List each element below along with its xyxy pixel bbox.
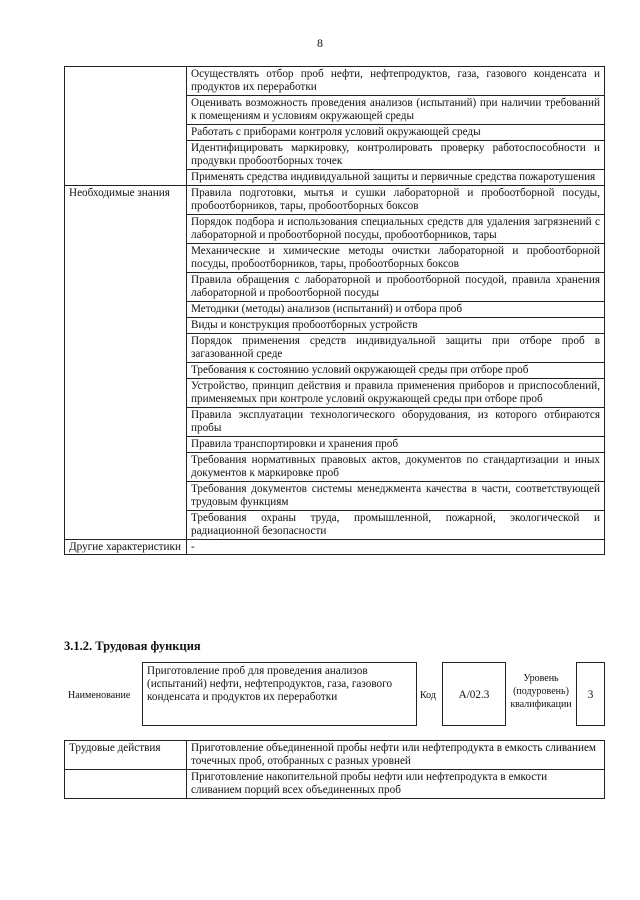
section-title: 3.1.2. Трудовая функция — [64, 639, 201, 653]
row-label — [65, 95, 187, 124]
name-label: Наименование — [68, 690, 131, 701]
table-row — [65, 95, 605, 124]
row-label — [65, 452, 187, 481]
table-row — [65, 317, 605, 333]
row-text: Методики (методы) анализов (испытаний) и отбора проб — [187, 301, 605, 317]
table-row — [65, 362, 605, 378]
row-label — [65, 407, 187, 436]
row-text: - — [187, 539, 605, 555]
table-row — [65, 169, 605, 185]
action-text: Приготовление объединенной пробы нефти или нефтепродукта в емкость сливанием точечных проб, отобранных с разных уровней — [187, 741, 605, 770]
row-text: Оценивать возможность проведения анализов (испытаний) при наличии требований к помещениям и условиям окружающей среды — [187, 95, 605, 124]
row-label — [65, 67, 187, 96]
actions-table — [64, 740, 605, 799]
row-label — [65, 362, 187, 378]
requirements-table — [64, 66, 605, 555]
row-label — [65, 243, 187, 272]
row-text: Порядок подбора и использования специальных средств для удаления загрязнений с лабораторной и пробоотборной посуды, пробоотборников, тары — [187, 214, 605, 243]
row-text: Работать с приборами контроля условий окружающей среды — [187, 124, 605, 140]
row-label — [65, 481, 187, 510]
row-text: Требования нормативных правовых актов, документов по стандартизации и иных документов к маркировке проб — [187, 452, 605, 481]
table-row — [65, 301, 605, 317]
row-label: Другие характеристики — [65, 539, 187, 555]
row-text: Правила обращения с лабораторной и пробоотборной посудой, правила хранения лабораторной и пробоотборной посуды — [187, 272, 605, 301]
row-text: Виды и конструкция пробоотборных устройств — [187, 317, 605, 333]
row-text: Правила эксплуатации технологического оборудования, из которого отбираются пробы — [187, 407, 605, 436]
table-row — [65, 185, 605, 214]
row-label: Необходимые знания — [65, 185, 187, 214]
table-row — [65, 539, 605, 555]
row-text: Применять средства индивидуальной защиты и первичные средства пожаротушения — [187, 169, 605, 185]
actions-label — [65, 769, 187, 798]
row-text: Порядок применения средств индивидуальной защиты при отборе проб в загазованной среде — [187, 333, 605, 362]
table-row — [65, 452, 605, 481]
table-row — [65, 67, 605, 96]
table-row — [65, 378, 605, 407]
row-text: Требования к состоянию условий окружающей среды при отборе проб — [187, 362, 605, 378]
level-value: 3 — [576, 662, 605, 726]
row-label — [65, 317, 187, 333]
table-row — [65, 272, 605, 301]
table-row — [65, 140, 605, 169]
row-text: Правила транспортировки и хранения проб — [187, 436, 605, 452]
table-row — [65, 436, 605, 452]
row-text: Идентифицировать маркировку, контролировать проверку работоспособности и продувки пробоотборных точек — [187, 140, 605, 169]
row-label — [65, 510, 187, 539]
row-label — [65, 124, 187, 140]
row-label — [65, 169, 187, 185]
row-label — [65, 140, 187, 169]
row-text: Требования охраны труда, промышленной, пожарной, экологической и радиационной безопасности — [187, 510, 605, 539]
row-label — [65, 214, 187, 243]
table-row — [65, 243, 605, 272]
table-row — [65, 407, 605, 436]
table-row — [65, 481, 605, 510]
row-text: Требования документов системы менеджмента качества в части, соответствующей трудовым функциям — [187, 481, 605, 510]
code-value: A/02.3 — [442, 662, 506, 726]
actions-label: Трудовые действия — [65, 741, 187, 770]
row-label — [65, 333, 187, 362]
row-label — [65, 436, 187, 452]
row-label — [65, 272, 187, 301]
row-text: Механические и химические методы очистки лабораторной и пробоотборной посуды, пробоотборников, тары, пробоотборных боксов — [187, 243, 605, 272]
row-label — [65, 301, 187, 317]
row-text: Осуществлять отбор проб нефти, нефтепродуктов, газа, газового конденсата и продуктов их переработки — [187, 67, 605, 96]
function-name: Приготовление проб для проведения анализов (испытаний) нефти, нефтепродуктов, газа, газового конденсата и продуктов их переработки — [142, 662, 417, 726]
table-row — [65, 741, 605, 770]
row-text: Правила подготовки, мытья и сушки лабораторной и пробоотборной посуды, пробоотборников, тары, пробоотборных боксов — [187, 185, 605, 214]
table-row — [65, 214, 605, 243]
table-row — [65, 769, 605, 798]
table-row — [65, 124, 605, 140]
row-label — [65, 378, 187, 407]
table-row — [65, 510, 605, 539]
row-text: Устройство, принцип действия и правила применения приборов и приспособлений, применяемых при контроле условий окружающей среды при отборе проб — [187, 378, 605, 407]
code-label: Код — [420, 690, 436, 701]
level-label: Уровень (подуровень) квалификации — [510, 673, 572, 710]
action-text: Приготовление накопительной пробы нефти или нефтепродукта в емкости сливанием порций всех объединенных проб — [187, 769, 605, 798]
page-number: 8 — [317, 36, 323, 50]
function-header — [64, 660, 605, 726]
table-row — [65, 333, 605, 362]
